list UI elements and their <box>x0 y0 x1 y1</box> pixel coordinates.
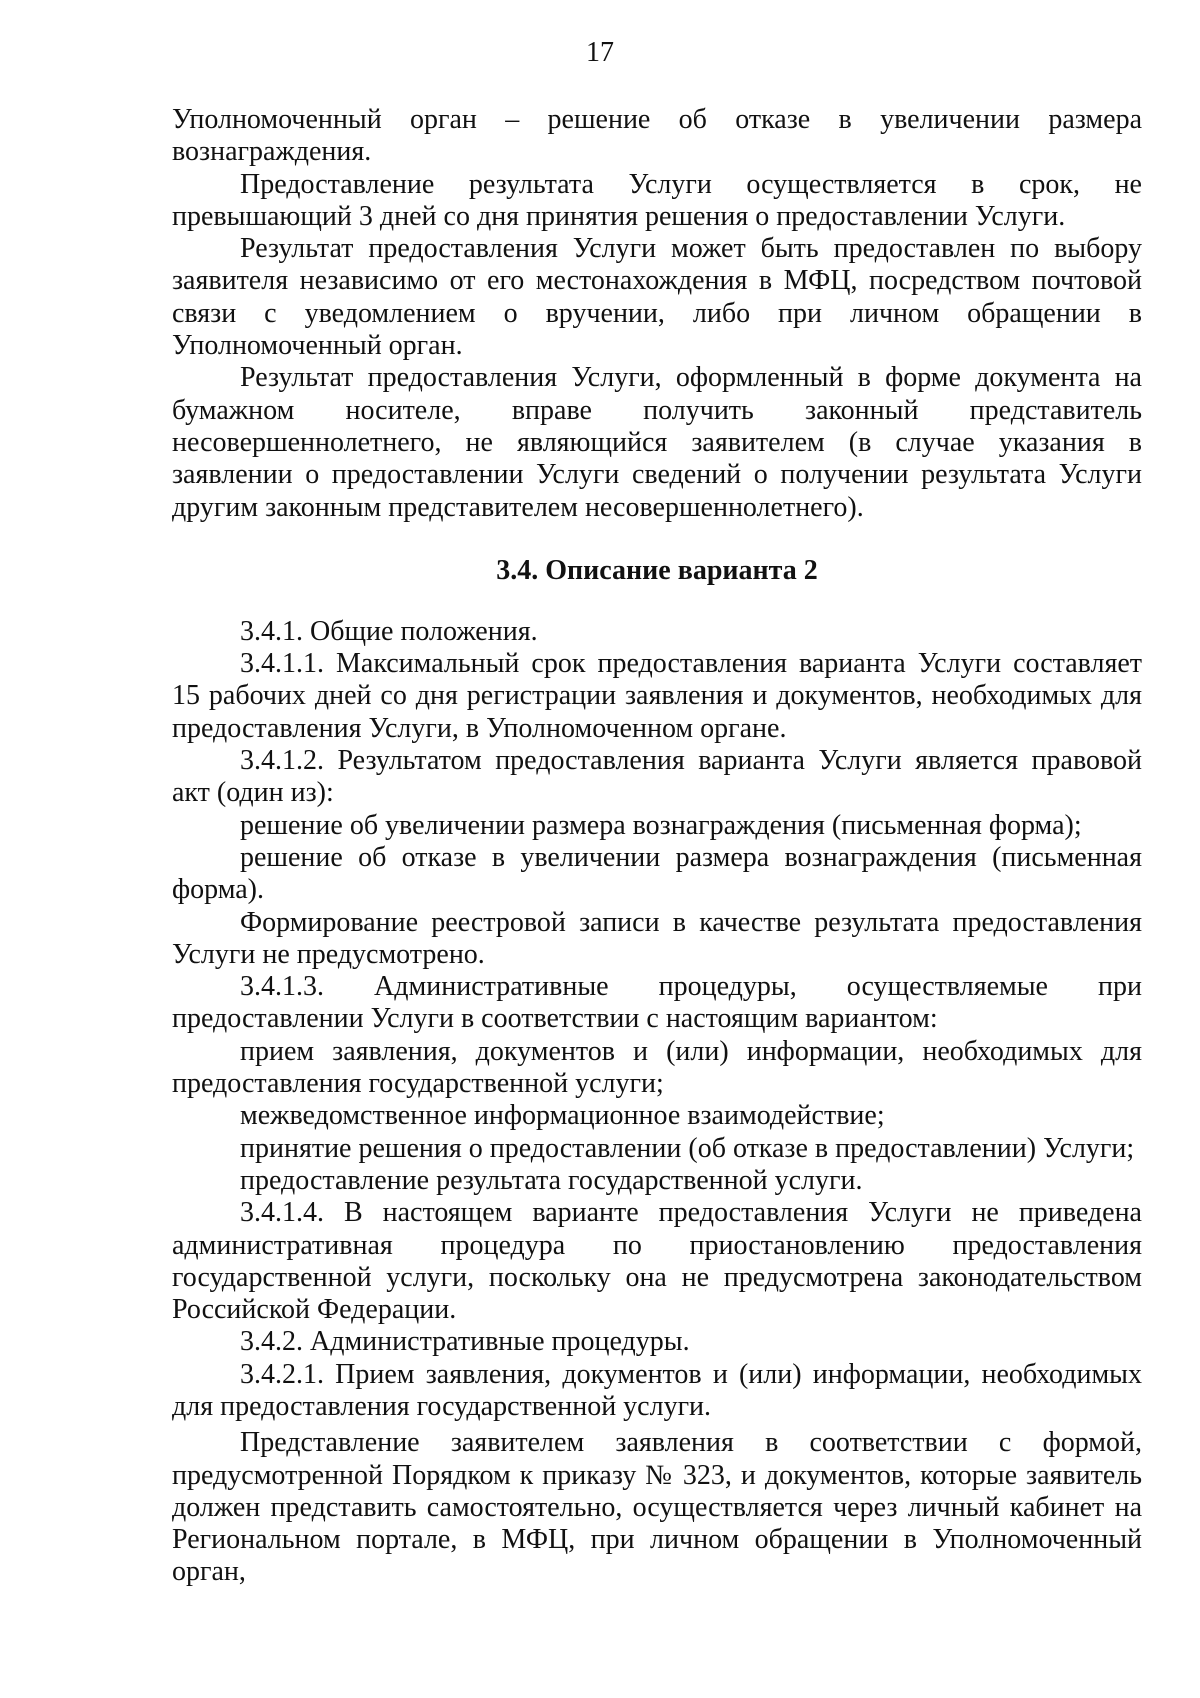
paragraph-legal-representative: Результат предоставления Услуги, оформленный в форме документа на бумажном носителе, вправе получить законный представитель несовершеннолетнего, не являющийся заявителем (в случае указания в заявлении о предоставлении Услуги сведений о получении результата Услуги другим законным представителем несовершеннолетнего). <box>172 362 1142 523</box>
section-heading: 3.4. Описание варианта 2 <box>496 554 818 586</box>
paragraph-3-4-1-4: 3.4.1.4. В настоящем варианте предоставления Услуги не приведена административная процедура по приостановлению предоставления государственной услуги, поскольку она не предусмотрена законодательством Российской Федерации. <box>172 1197 1142 1326</box>
list-item-result-increase: решение об увеличении размера вознаграждения (письменная форма); <box>240 809 1082 841</box>
paragraph-3-4-2-1: 3.4.2.1. Прием заявления, документов и (или) информации, необходимых для предоставления государственной услуги. <box>172 1358 1142 1422</box>
paragraph-3-4-1-2: 3.4.1.2. Результатом предоставления варианта Услуги является правовой акт (один из): <box>172 745 1142 809</box>
list-item-procedure-intake: прием заявления, документов и (или) информации, необходимых для предоставления государственной услуги; <box>172 1035 1142 1100</box>
list-item-procedure-result: предоставление результата государственной услуги. <box>240 1164 863 1196</box>
list-item-procedure-interagency: межведомственное информационное взаимодействие; <box>240 1100 885 1132</box>
paragraph-3-4-1: 3.4.1. Общие положения. <box>240 615 538 647</box>
paragraph-result-deadline: Предоставление результата Услуги осуществляется в срок, не превышающий 3 дней со дня принятия решения о предоставлении Услуги. <box>172 168 1142 232</box>
list-item-procedure-decision: принятие решения о предоставлении (об отказе в предоставлении) Услуги; <box>240 1132 1135 1164</box>
paragraph-3-4-2: 3.4.2. Административные процедуры. <box>240 1326 690 1358</box>
paragraph-application-submission: Представление заявителем заявления в соответствии с формой, предусмотренной Порядком к приказу № 323, и документов, которые заявитель должен представить самостоятельно, осуществляется через личный кабинет на Региональном портале, в МФЦ, при личном обращении в Уполномоченный орган, <box>172 1427 1142 1588</box>
paragraph-registry-record: Формирование реестровой записи в качестве результата предоставления Услуги не предусмотрено. <box>172 906 1142 970</box>
page-number: 17 <box>586 37 614 68</box>
document-body <box>172 104 1142 1589</box>
paragraph-result-delivery: Результат предоставления Услуги может быть предоставлен по выбору заявителя независимо от его местонахождения в МФЦ, посредством почтовой связи с уведомлением о вручении, либо при личном обращении в Уполномоченный орган. <box>172 233 1142 362</box>
list-item-result-refusal: решение об отказе в увеличении размера вознаграждения (письменная форма). <box>172 841 1142 906</box>
paragraph-result-refusal: Уполномоченный орган – решение об отказе в увеличении размера вознаграждения. <box>172 104 1142 168</box>
paragraph-3-4-1-1: 3.4.1.1. Максимальный срок предоставления варианта Услуги составляет 15 рабочих дней со дня регистрации заявления и документов, необходимых для предоставления Услуги, в Уполномоченном органе. <box>172 648 1142 744</box>
paragraph-3-4-1-3: 3.4.1.3. Административные процедуры, осуществляемые при предоставлении Услуги в соответствии с настоящим вариантом: <box>172 971 1142 1035</box>
